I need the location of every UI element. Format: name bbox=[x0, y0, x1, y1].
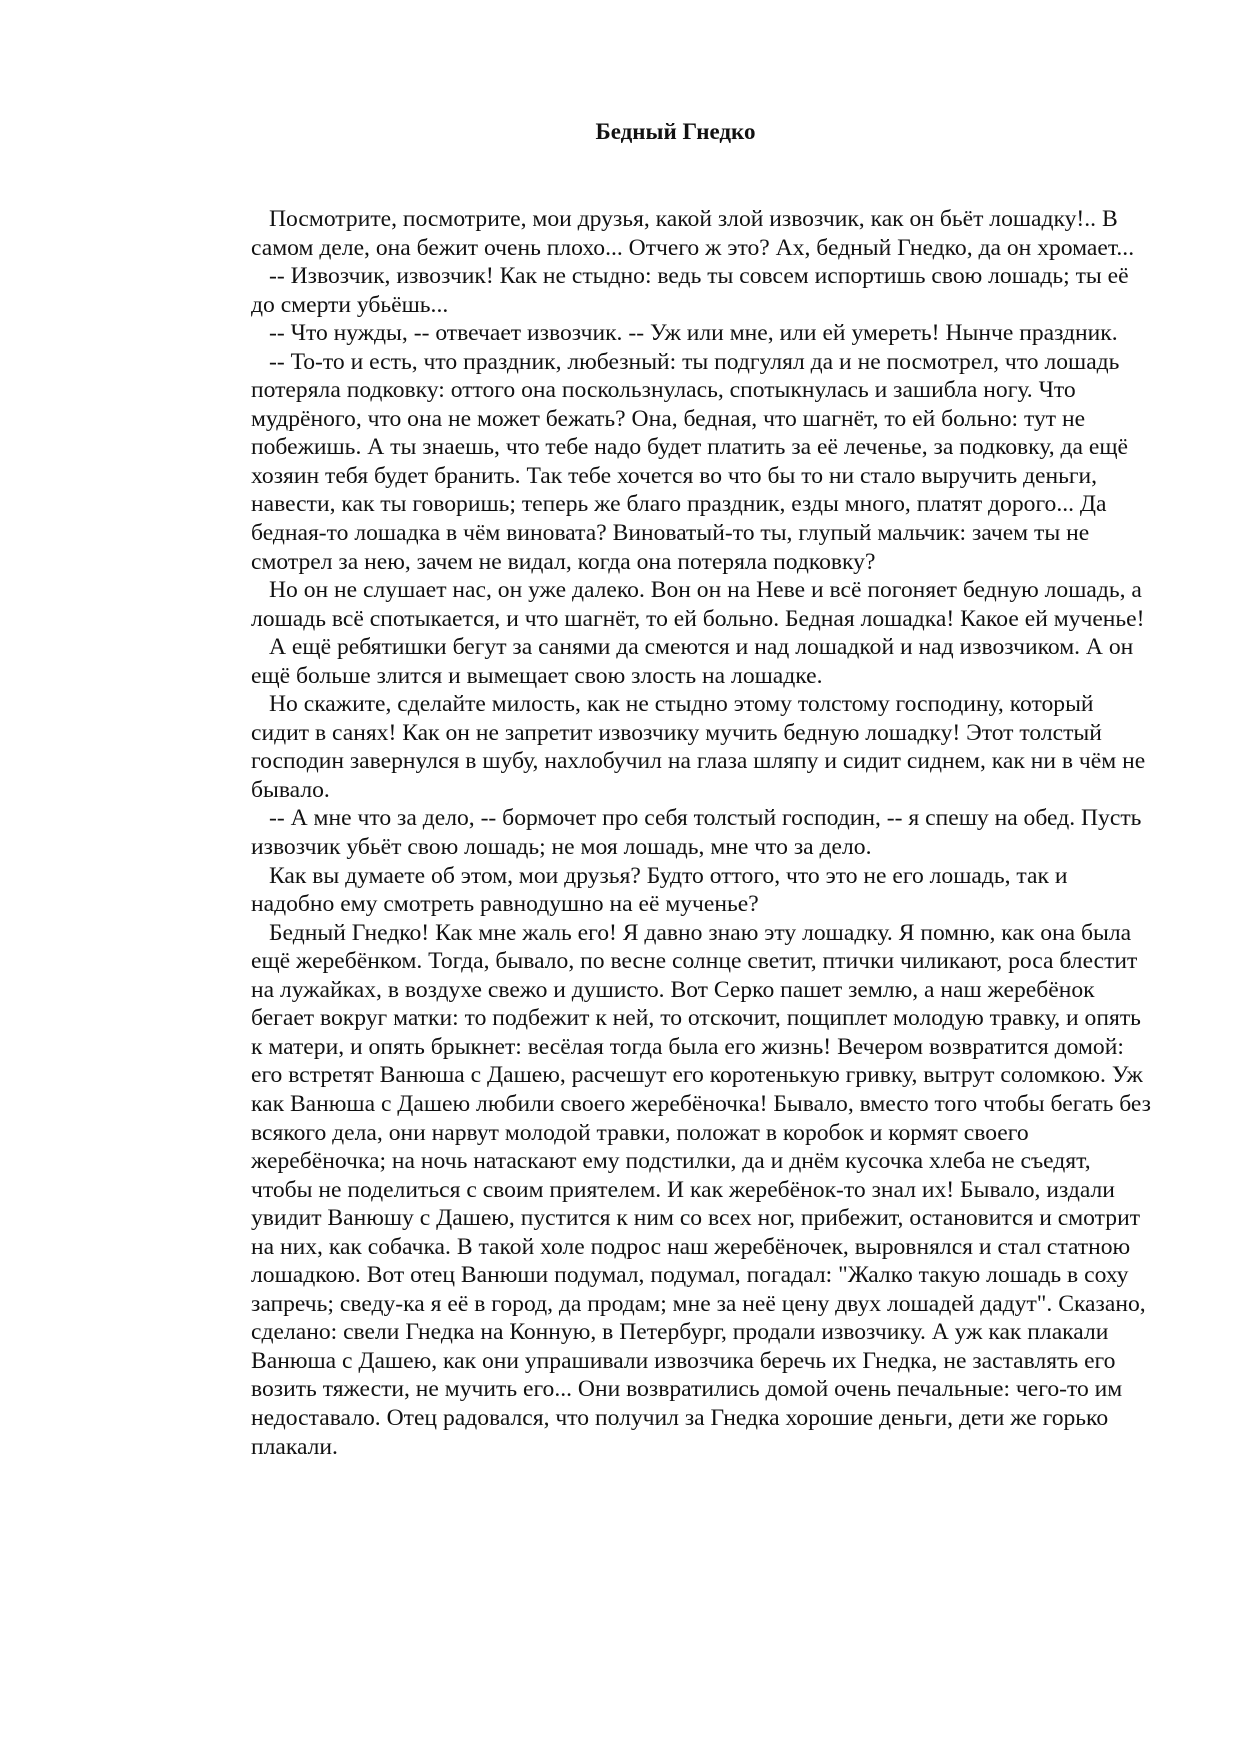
paragraph: Как вы думаете об этом, мои друзья? Будто оттого, что это не его лошадь, так и надобно ему смотреть равнодушно на её мученье? bbox=[251, 862, 1068, 918]
paragraph: Бедный Гнедко! Как мне жаль его! Я давно знаю эту лошадку. Я помню, как она была ещё жеребёнком. Тогда, бывало, по весне солнце светит, птички чиликают, роса блестит на лужайках, в воздухе свежо и душисто. Вот Серко пашет землю, а наш жеребёнок бегает вокруг матки: то подбежит к ней, то отскочит, пощиплет молодую травку, и опять к матери, и опять брыкнет: весёлая тогда была его жизнь! Вечером возвратится домой: его встретят Ванюша с Дашею, расчешут его коротенькую гривку, вытрут соломкою. Уж как Ванюша с Дашею любили своего жеребёночка! Бывало, вместо того чтобы бегать без всякого дела, они нарвут молодой травки, положат в коробок и кормят своего жеребёночка; на ночь натаскают ему подстилки, да и днём кусочка хлеба не съедят, чтобы не поделиться с своим приятелем. И как жеребёнок-то знал их! Бывало, издали увидит Ванюшу с Дашею, пустится к ним со всех ног, прибежит, остановится и смотрит на них, как собачка. В такой холе подрос наш жеребёночек, выровнялся и стал статною лошадкою. Вот отец Ванюши подумал, подумал, погадал: "Жалко такую лошадь в соху запречь; сведу-ка я её в город, да продам; мне за неё цену двух лошадей дадут". Сказано, сделано: свели Гнедка на Конную, в Петербург, продали извозчику. А уж как плакали Ванюша с Дашею, как они упрашивали извозчика беречь их Гнедка, не заставлять его возить тяжести, не мучить его... Они возвратились домой очень печальные: чего-то им недоставало. Отец радовался, что получил за Гнедка хорошие деньги, дети же горько плакали. bbox=[251, 919, 1151, 1460]
document-body bbox=[251, 205, 1151, 1461]
document-title: Бедный Гнедко bbox=[595, 119, 756, 144]
paragraph: Но он не слушает нас, он уже далеко. Вон он на Неве и всё погоняет бедную лошадь, а лошадь всё спотыкается, и что шагнёт, то ей больно. Бедная лошадка! Какое ей мученье! bbox=[251, 577, 1145, 632]
paragraph: -- Извозчик, извозчик! Как не стыдно: ведь ты совсем испортишь свою лошадь; ты её до смерти убьёшь... bbox=[251, 263, 1129, 318]
paragraph: -- А мне что за дело, -- бормочет про себя толстый господин, -- я спешу на обед. Пусть извозчик убьёт свою лошадь; не моя лошадь, мне что за дело. bbox=[251, 805, 1142, 861]
paragraph: -- Что нужды, -- отвечает извозчик. -- Уж или мне, или ей умереть! Нынче праздник. bbox=[269, 320, 1118, 347]
paragraph: Но скажите, сделайте милость, как не стыдно этому толстому господину, который сидит в санях! Как он не запретит извозчику мучить бедную лошадку! Этот толстый господин завернулся в шубу, нахлобучил на глаза шляпу и сидит сиднем, как ни в чём не бывало. bbox=[251, 691, 1146, 803]
paragraph: Посмотрите, посмотрите, мои друзья, какой злой извозчик, как он бьёт лошадку!.. В самом деле, она бежит очень плохо... Отчего ж это? Ах, бедный Гнедко, да он хромает... bbox=[251, 206, 1135, 261]
paragraph: А ещё ребятишки бегут за санями да смеются и над лошадкой и над извозчиком. А он ещё больше злится и вымещает свою злость на лошадке. bbox=[251, 634, 1134, 689]
paragraph: -- То-то и есть, что праздник, любезный: ты подгулял да и не посмотрел, что лошадь потеряла подковку: оттого она поскользнулась, спотыкнулась и зашибла ногу. Что мудрёного, что она не может бежать? Она, бедная, что шагнёт, то ей больно: тут не побежишь. А ты знаешь, что тебе надо будет платить за её леченье, за подковку, да ещё хозяин тебя будет бранить. Так тебе хочется во что бы то ни стало выручить деньги, навести, как ты говоришь; теперь же благо праздник, езды много, платят дорого... Да бедная-то лошадка в чём виновата? Виноватый-то ты, глупый мальчик: зачем ты не смотрел за нею, зачем не видал, когда она потеряла подковку? bbox=[251, 348, 1128, 575]
